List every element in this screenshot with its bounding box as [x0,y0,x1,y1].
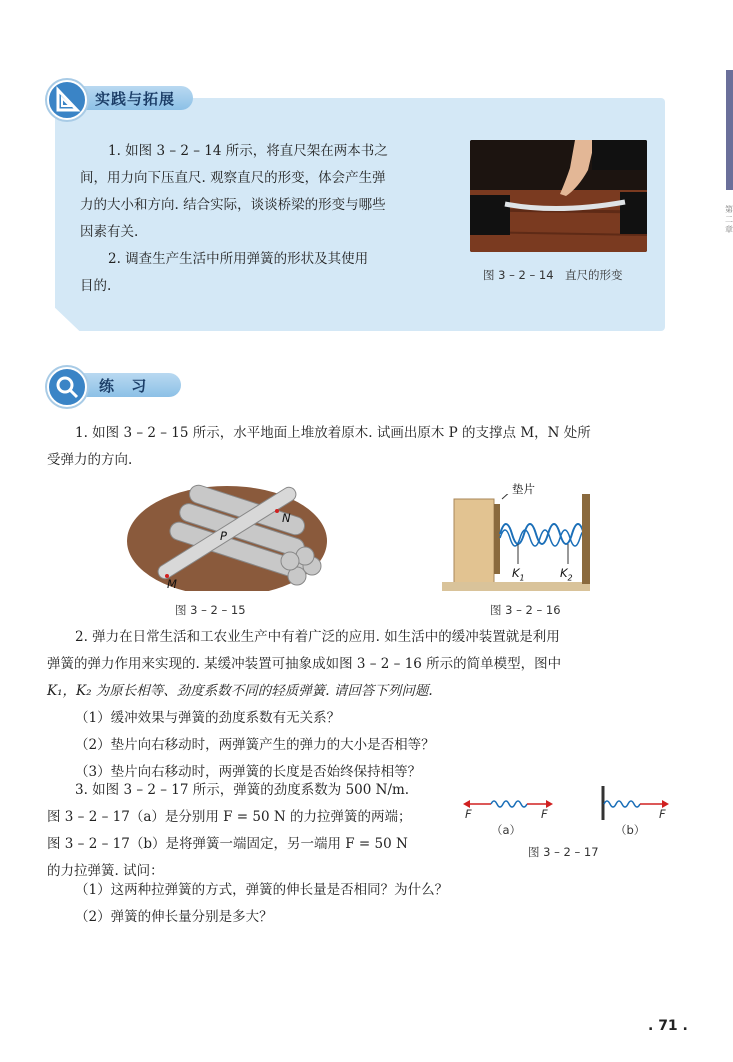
figure-3-2-14-caption: 图 3 – 2 – 14 直尺的形变 [483,268,623,282]
practice-p1: 1. 如图 3 – 2 – 14 所示，将直尺架在两本书之 间，用力向下压直尺. 观察直尺的形变，体会产生弹 力的大小和方向. 结合实际，谈谈桥梁的形变与哪些 因素有关. 2. 调查生产生活中所用弹簧的形状及其使用 目的. [80,143,388,294]
label-k2: $K_2$ [560,566,573,583]
ruler-deformation-photo [470,140,647,252]
spring-pull-figure [463,780,673,840]
question-2: 2. 弹力在日常生活和工农业生产中有着广泛的应用. 如生活中的缓冲装置就是利用 弹簧的弹力作用来实现的. 某缓冲装置可抽象成如图 3 – 2 – 16 所示的简单模型，图中 K₁，K₂ 为原长相等、劲度系数不同的轻质弹簧. 请回答下列问题. （1）缓冲效果与弹簧的劲度系数有无关系？ （2）垫片向右移动时，两弹簧产生的弹力的大小是否相等？ （3）垫片向右移动时，两弹簧的长度是否始终保持相等？ [47,629,562,780]
practice-header [47,80,197,114]
label-n: N [282,511,291,525]
label-m: M [167,577,177,591]
figure-3-2-16-caption: 图 3 – 2 – 16 [490,603,561,617]
question-1: 1. 如图 3 – 2 – 15 所示，水平地面上堆放着原木. 试画出原木 P 的支撑点 M，N 处所 受弹力的方向. [47,425,591,468]
force-label-right: F [541,807,548,821]
force-label-left: F [465,807,472,821]
spring-buffer-figure [442,482,590,591]
label-pad: 垫片 [512,482,535,496]
logs-figure [127,481,327,591]
chapter-side-text: 第二章 [725,205,733,234]
exercise-header [47,367,197,401]
practice-title: 实践与拓展 [95,90,176,108]
label-k1: $K_1$ [512,566,525,583]
magnifier-icon [47,367,87,407]
exercise-title: 练 习 [99,377,153,395]
chapter-side-tab [726,70,733,190]
question-3-subs: （1）这两种拉弹簧的方式，弹簧的伸长量是否相同？为什么？ （2）弹簧的伸长量分别是多大？ [75,882,449,925]
force-label-b: F [659,807,666,821]
question-3: 3. 如图 3 – 2 – 17 所示，弹簧的劲度系数为 500 N/m. 图 3 – 2 – 17（a）是分别用 F = 50 N 的力拉弹簧的两端； 图 3 – 2 – 17（b）是将弹簧一端固定，另一端用 F = 50 N 的力拉弹簧. 试问： [47,782,412,879]
figure-3-2-15-caption: 图 3 – 2 – 15 [175,603,246,617]
figure-3-2-17-caption: 图 3 – 2 – 17 [528,845,599,859]
label-b: （b） [615,823,646,837]
page-number: . 71 . [648,1018,688,1034]
ruler-triangle-icon [47,80,87,120]
label-p: P [220,529,227,543]
label-a: （a） [491,823,522,837]
